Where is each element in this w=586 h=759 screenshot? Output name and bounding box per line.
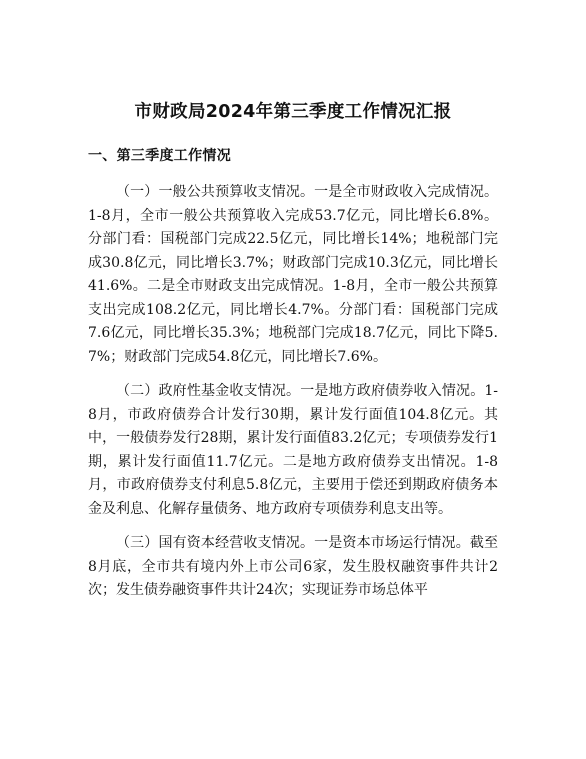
paragraph-government-fund [88, 380, 498, 521]
paragraph-lead: （一）一般公共预算收支情况。 [116, 184, 315, 200]
paragraph-general-budget [88, 181, 498, 369]
paragraph-body: 一是全市财政收入完成情况。1-8月，全市一般公共预算收入完成53.7亿元，同比增长6.8%。分部门看：国税部门完成22.5亿元，同比增长14%；地税部门完成30.8亿元，同比增长3.7%；财政部门完成10.3亿元，同比增长41.6%。二是全市财政支出完成情况。1-8月，全市一般公共预算支出完成108.2亿元，同比增长4.7%。分部门看：国税部门完成7.6亿元，同比增长35.3%；地税部门完成18.7亿元，同比下降5.7%；财政部门完成54.8亿元，同比增长7.6%。 [88, 184, 499, 365]
document-title: 市财政局2024年第三季度工作情况汇报 [134, 102, 452, 122]
section-heading: 一、第三季度工作情况 [88, 148, 231, 164]
paragraph-body: 一是资本市场运行情况。截至8月底，全市共有境内外上市公司6家，发生股权融资事件共计2次；发生债券融资事件共计24次；实现证券市场总体平 [88, 535, 499, 598]
paragraph-lead: （三）国有资本经营收支情况。 [116, 535, 315, 551]
paragraph-body: 一是地方政府债券收入情况。1-8月，市政府债券合计发行30期，累计发行面值104.8亿元。其中，一般债券发行28期，累计发行面值83.2亿元；专项债券发行1期，累计发行面值11.7亿元。二是地方政府债券支出情况。1-8月，市政府债券支付利息5.8亿元，主要用于偿还到期政府债务本金及利息、化解存量债务、地方政府专项债券利息支出等。 [88, 383, 499, 517]
paragraph-lead: （二）政府性基金收支情况。 [116, 383, 301, 399]
paragraph-state-capital [88, 532, 498, 603]
